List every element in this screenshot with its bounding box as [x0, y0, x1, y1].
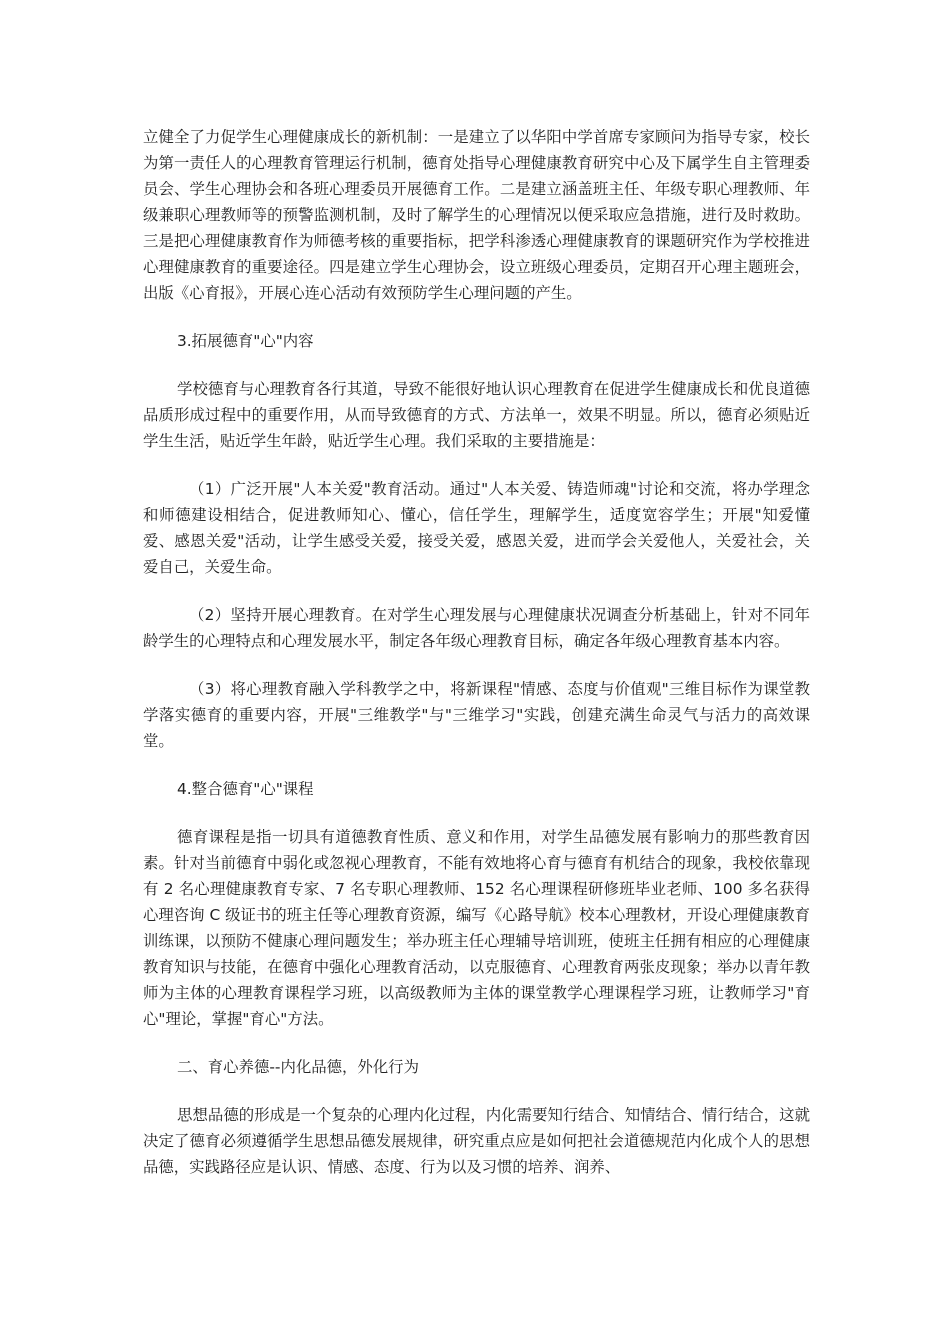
list-item-subject-integration: （3）将心理教育融入学科教学之中，将新课程"情感、态度与价值观"三维目标作为课堂教学落实德育的重要内容，开展"三维教学"与"三维学习"实践，创建充满生命灵气与活力的高效课堂。 — [143, 680, 810, 750]
list-item-psychological-education: （2）坚持开展心理教育。在对学生心理发展与心理健康状况调查分析基础上，针对不同年龄学生的心理特点和心理发展水平，制定各年级心理教育目标，确定各年级心理教育基本内容。 — [143, 606, 810, 650]
paragraph-school-moral-education: 学校德育与心理教育各行其道，导致不能很好地认识心理教育在促进学生健康成长和优良道德品质形成过程中的重要作用，从而导致德育的方式、方法单一，效果不明显。所以，德育必须贴近学生生活，贴近学生年龄，贴近学生心理。我们采取的主要措施是： — [143, 380, 810, 450]
paragraph-curriculum: 德育课程是指一切具有道德教育性质、意义和作用，对学生品德发展有影响力的那些教育因素。针对当前德育中弱化或忽视心理教育，不能有效地将心育与德育有机结合的现象，我校依靠现有 2 名心理健康教育专家、7 名专职心理教师、152 名心理课程研修班毕业老师、100 多名获得心理咨询 C 级证书的班主任等心理教育资源，编写《心路导航》校本心理教材，开设心理健康教育训练课，以预防不健康心理问题发生；举办班主任心理辅导培训班，使班主任拥有相应的心理健康教育知识与技能，在德育中强化心理教育活动，以克服德育、心理教育两张皮现象；举办以青年教师为主体的心理教育课程学习班，以高级教师为主体的课堂教学心理课程学习班，让教师学习"育心"理论，掌握"育心"方法。 — [143, 828, 810, 1028]
section-heading-cultivate-heart: 二、育心养德--内化品德，外化行为 — [177, 1058, 419, 1076]
document-page — [143, 124, 810, 1202]
paragraph-moral-formation: 思想品德的形成是一个复杂的心理内化过程，内化需要知行结合、知情结合、情行结合，这就决定了德育必须遵循学生思想品德发展规律，研究重点应是如何把社会道德规范内化成个人的思想品德，实践路径应是认识、情感、态度、行为以及习惯的培养、润养、 — [143, 1106, 810, 1176]
section-heading-integrate-curriculum: 4.整合德育"心"课程 — [177, 780, 314, 798]
paragraph-mechanism: 立健全了力促学生心理健康成长的新机制：一是建立了以华阳中学首席专家顾问为指导专家，校长为第一责任人的心理教育管理运行机制，德育处指导心理健康教育研究中心及下属学生自主管理委员会、学生心理协会和各班心理委员开展德育工作。二是建立涵盖班主任、年级专职心理教师、年级兼职心理教师等的预警监测机制，及时了解学生的心理情况以便采取应急措施，进行及时救助。三是把心理健康教育作为师德考核的重要指标，把学科渗透心理健康教育的课题研究作为学校推进心理健康教育的重要途径。四是建立学生心理协会，设立班级心理委员，定期召开心理主题班会，出版《心育报》，开展心连心活动有效预防学生心理问题的产生。 — [143, 128, 810, 302]
section-heading-expand-content: 3.拓展德育"心"内容 — [177, 332, 314, 350]
list-item-humanistic-care: （1）广泛开展"人本关爱"教育活动。通过"人本关爱、铸造师魂"讨论和交流，将办学理念和师德建设相结合，促进教师知心、懂心，信任学生，理解学生，适度宽容学生；开展"知爱懂爱、感恩关爱"活动，让学生感受关爱，接受关爱，感恩关爱，进而学会关爱他人，关爱社会，关爱自己，关爱生命。 — [143, 480, 810, 576]
